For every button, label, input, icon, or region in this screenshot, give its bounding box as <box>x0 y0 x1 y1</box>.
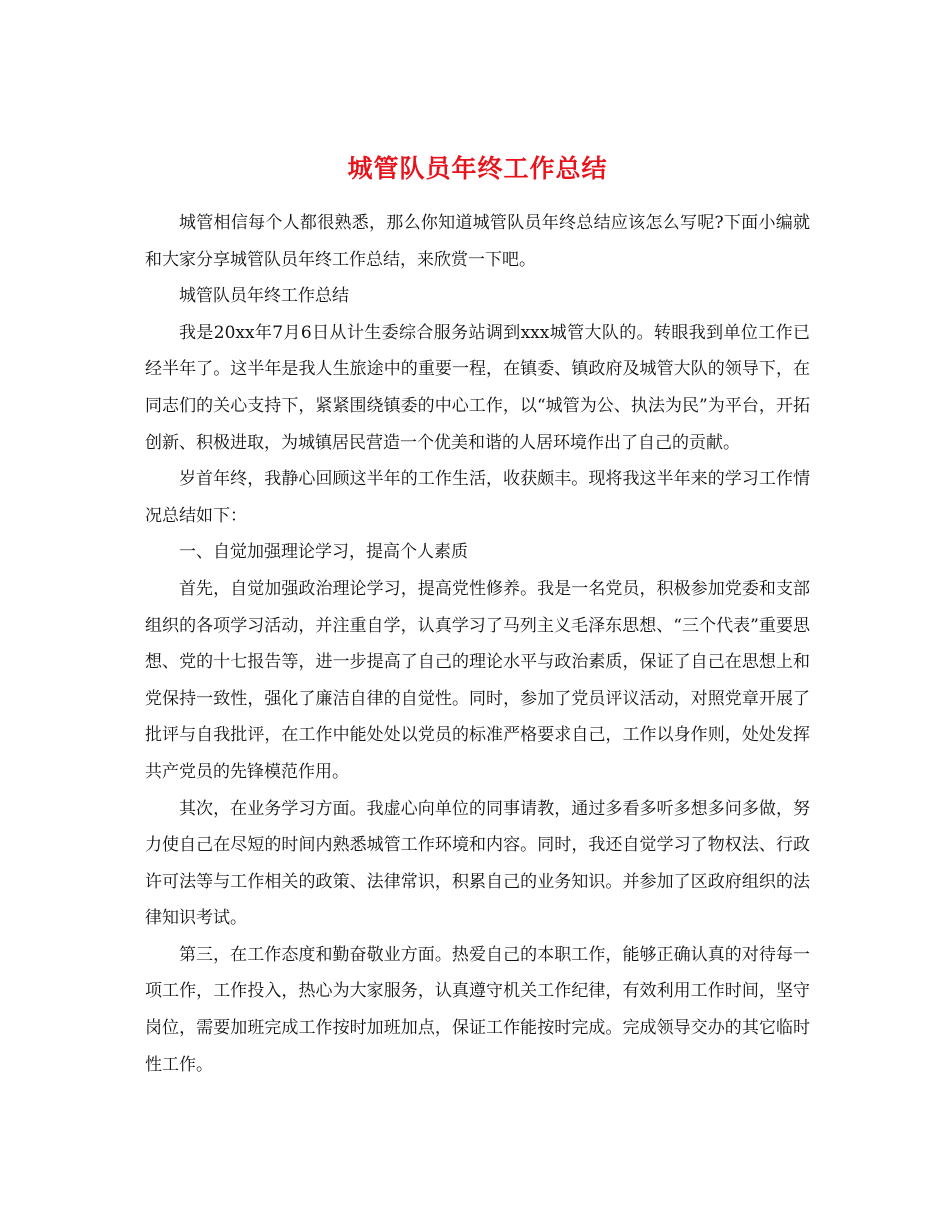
document-body <box>145 205 810 1083</box>
paragraph-review: 岁首年终，我静心回顾这半年的工作生活，收获颇丰。现将我这半年来的学习工作情况总结如下： <box>145 469 810 526</box>
paragraph-background: 我是20xx年7月6日从计生委综合服务站调到xxx城管大队的。转眼我到单位工作已经半年了。这半年是我人生旅途中的重要一程，在镇委、镇政府及城管大队的领导下，在同志们的关心支持下，紧紧围绕镇委的中心工作，以“城管为公、执法为民”为平台，开拓创新、积极进取，为城镇居民营造一个优美和谐的人居环境作出了自己的贡献。 <box>145 322 810 453</box>
paragraph-third: 第三，在工作态度和勤奋敬业方面。热爱自己的本职工作，能够正确认真的对待每一项工作，工作投入，热心为大家服务，认真遵守机关工作纪律，有效利用工作时间，坚守岗位，需要加班完成工作按时加班加点，保证工作能按时完成。完成领导交办的其它临时性工作。 <box>145 944 810 1075</box>
paragraph-subtitle: 城管队员年终工作总结 <box>179 286 349 307</box>
document-title: 城管队员年终工作总结 <box>347 153 608 183</box>
paragraph-first: 首先，自觉加强政治理论学习，提高党性修养。我是一名党员，积极参加党委和支部组织的各项学习活动，并注重自学，认真学习了马列主义毛泽东思想、“三个代表”重要思想、党的十七报告等，进一步提高了自己的理论水平与政治素质，保证了自己在思想上和党保持一致性，强化了廉洁自律的自觉性。同时，参加了党员评议活动，对照党章开展了批评与自我批评，在工作中能处处以党员的标准严格要求自己，工作以身作则，处处发挥共产党员的先锋模范作用。 <box>145 578 810 782</box>
section-heading-1: 一、自觉加强理论学习，提高个人素质 <box>179 542 468 563</box>
paragraph-intro: 城管相信每个人都很熟悉，那么你知道城管队员年终总结应该怎么写呢?下面小编就和大家分享城管队员年终工作总结，来欣赏一下吧。 <box>145 213 810 270</box>
paragraph-second: 其次，在业务学习方面。我虚心向单位的同事请教，通过多看多听多想多问多做，努力使自己在尽短的时间内熟悉城管工作环境和内容。同时，我还自觉学习了物权法、行政许可法等与工作相关的政策、法律常识，积累自己的业务知识。并参加了区政府组织的法律知识考试。 <box>145 798 810 929</box>
